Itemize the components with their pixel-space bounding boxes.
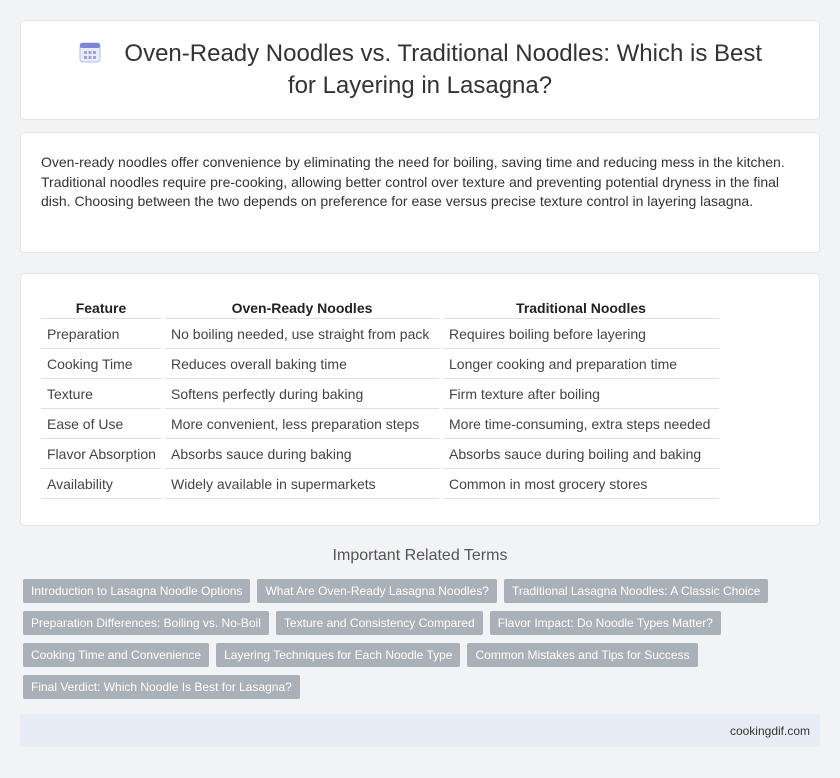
table-cell: More time-consuming, extra steps needed	[441, 409, 719, 439]
page-title: Oven-Ready Noodles vs. Traditional Noodles: Which is Best for Layering in Lasagna?	[124, 40, 763, 99]
table-cell: Availability	[41, 469, 163, 499]
table-row	[41, 379, 719, 409]
related-tags	[23, 579, 813, 707]
table-header-row	[41, 296, 719, 319]
related-tag[interactable]: Cooking Time and Convenience	[23, 643, 209, 667]
table-row	[41, 469, 719, 499]
table-cell: Requires boiling before layering	[441, 319, 719, 349]
table-cell: Texture	[41, 379, 163, 409]
table-cell: Cooking Time	[41, 349, 163, 379]
intro-text: Oven-ready noodles offer convenience by eliminating the need for boiling, saving time and reducing mess in the kitchen. Traditional noodles require pre-cooking, allowing better control over texture and preventing potential dryness in the final dish. Choosing between the two depends on preference for ease versus precise texture control in layering lasagna.	[41, 154, 785, 209]
table-cell: Common in most grocery stores	[441, 469, 719, 499]
footer-site[interactable]: cookingdif.com	[729, 723, 810, 738]
table-cell: Absorbs sauce during baking	[163, 439, 441, 469]
table-cell: Ease of Use	[41, 409, 163, 439]
related-tag[interactable]: Flavor Impact: Do Noodle Types Matter?	[490, 611, 721, 635]
table-cell: Softens perfectly during baking	[163, 379, 441, 409]
table-row	[41, 409, 719, 439]
calendar-icon	[78, 40, 102, 64]
related-tag[interactable]: Final Verdict: Which Noodle Is Best for Lasagna?	[23, 675, 300, 699]
table-cell: More convenient, less preparation steps	[163, 409, 441, 439]
comparison-table	[41, 296, 719, 499]
related-tag[interactable]: Texture and Consistency Compared	[276, 611, 483, 635]
table-row	[41, 349, 719, 379]
related-tag[interactable]: Layering Techniques for Each Noodle Type	[216, 643, 460, 667]
table-cell: Reduces overall baking time	[163, 349, 441, 379]
table-cell: Widely available in supermarkets	[163, 469, 441, 499]
footer	[20, 714, 820, 747]
related-terms-title: Important Related Terms	[332, 547, 508, 564]
table-row	[41, 439, 719, 469]
table-cell: Longer cooking and preparation time	[441, 349, 719, 379]
header-oven-ready: Oven-Ready Noodles	[163, 296, 441, 319]
intro-card	[20, 132, 820, 253]
header-traditional: Traditional Noodles	[441, 296, 719, 319]
comparison-card	[20, 273, 820, 526]
table-cell: Preparation	[41, 319, 163, 349]
related-tag[interactable]: Preparation Differences: Boiling vs. No-Boil	[23, 611, 269, 635]
header-feature: Feature	[41, 296, 163, 319]
related-tag[interactable]: Common Mistakes and Tips for Success	[467, 643, 697, 667]
table-row	[41, 319, 719, 349]
table-cell: Absorbs sauce during boiling and baking	[441, 439, 719, 469]
title-wrap	[61, 38, 779, 102]
related-tag[interactable]: What Are Oven-Ready Lasagna Noodles?	[257, 579, 496, 603]
title-card	[20, 20, 820, 120]
table-cell: Flavor Absorption	[41, 439, 163, 469]
related-tag[interactable]: Introduction to Lasagna Noodle Options	[23, 579, 250, 603]
table-cell: Firm texture after boiling	[441, 379, 719, 409]
table-cell: No boiling needed, use straight from pack	[163, 319, 441, 349]
related-tag[interactable]: Traditional Lasagna Noodles: A Classic Choice	[504, 579, 768, 603]
